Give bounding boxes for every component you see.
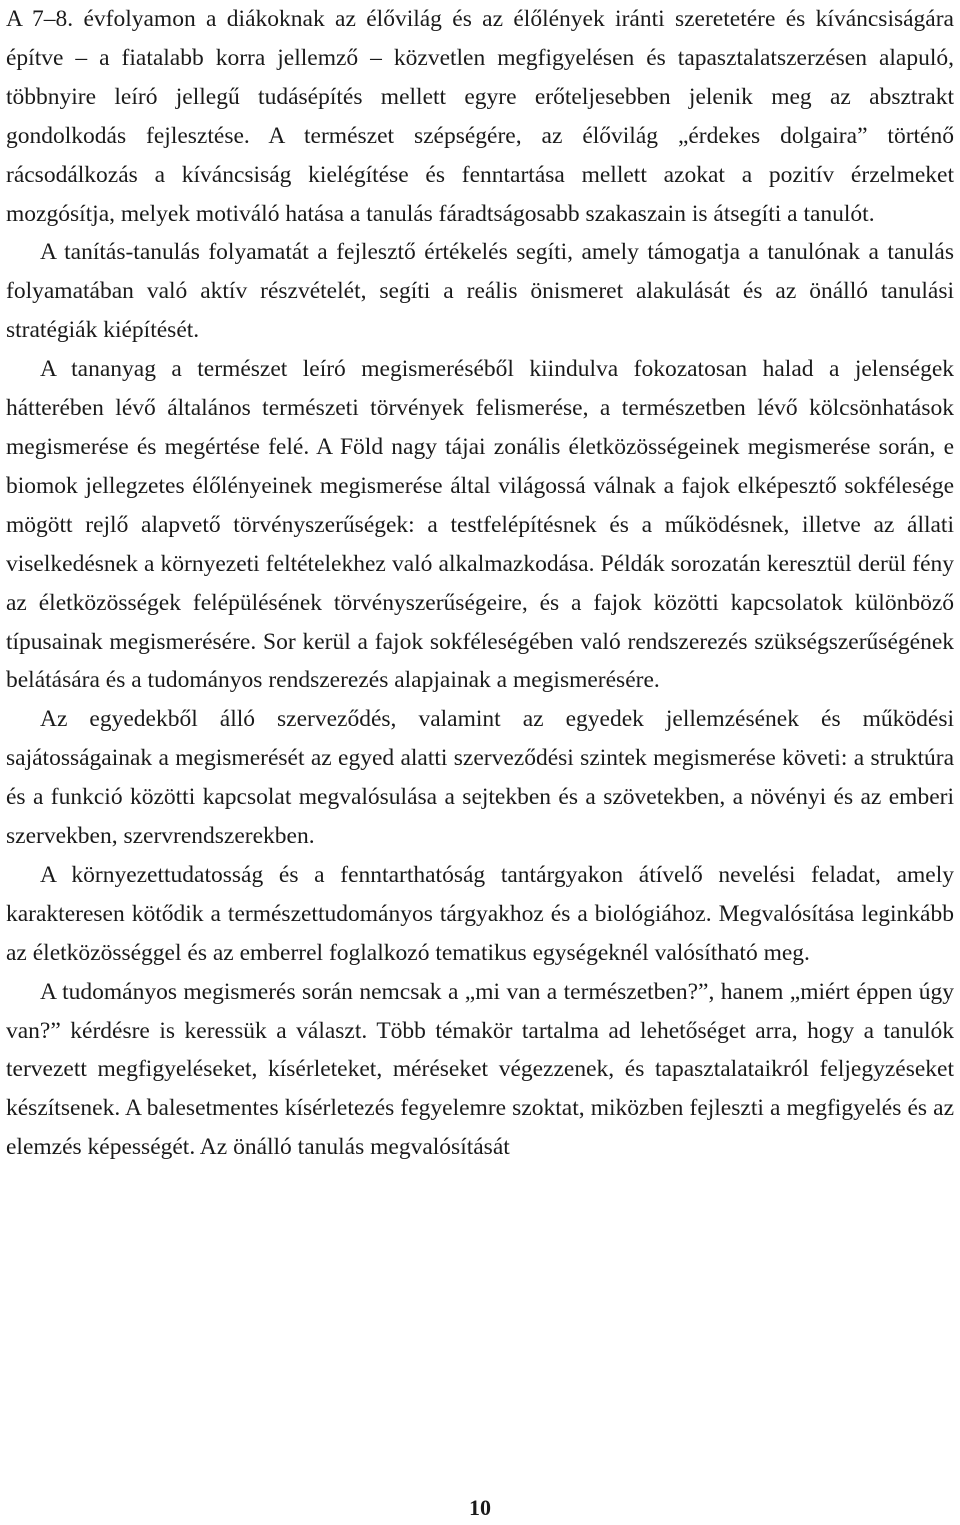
document-body [6,0,954,1167]
paragraph-sustainability: A környezettudatosság és a fenntarthatóság tantárgyakon átívelő nevelési feladat, amely karakteresen kötődik a természettudományos tárgyakhoz és a biológiához. Megvalósítása leginkább az életközösséggel és az emberrel foglalkozó tematikus egységeknél valósítható meg. [6,861,954,966]
paragraph-intro: A 7–8. évfolyamon a diákoknak az élővilág és az élőlények iránti szeretetére és kíváncsiságára építve – a fiatalabb korra jellemző – közvetlen megfigyelésen és tapasztalatszerzésen alapuló, többnyire leíró jellegű tudásépítés mellett egyre erőteljesebben jelenik meg az absztrakt gondolkodás fejlesztése. A természet szépségére, az élővilág „érdekes dolgaira” történő rácsodálkozás a kíváncsiság kielégítése és fenntartása mellett azokat a pozitív érzelmeket mozgósítja, melyek motiváló hatása a tanulás fáradtságosabb szakaszain is átsegíti a tanulót. [6,6,954,227]
paragraph-curriculum: A tananyag a természet leíró megismeréséből kiindulva fokozatosan halad a jelenségek hátterében lévő általános természeti törvények felismerése, a természetben lévő kölcsönhatások megismerése és megértése felé. A Föld nagy tájai zonális életközösségeinek megismerése során, e biomok jellegzetes élőlényeinek megismerése által világossá válnak a fajok elképesztő sokfélesége mögött rejlő alapvető törvényszerűségek: a testfelépítésnek és a működésnek, illetve az állati viselkedésnek a környezeti feltételekhez való alkalmazkodása. Példák sorozatán keresztül derül fény az életközösségek felépülésének törvényszerűségeire, és a fajok közötti kapcsolatok különböző típusainak megismerésére. Sor kerül a fajok sokféleségében való rendszerezés szükségszerűségének belátására és a tudományos rendszerezés alapjainak a megismerésére. [6,356,954,694]
paragraph-organization-levels: Az egyedekből álló szerveződés, valamint az egyedek jellemzésének és működési sajátosságainak a megismerését az egyed alatti szerveződési szintek megismerése követi: a struktúra és a funkció közötti kapcsolat megvalósulása a sejtekben és a szövetekben, a növényi és az emberi szervekben, szervrendszerekben. [6,706,954,850]
page-number: 10 [469,1495,491,1520]
paragraph-assessment: A tanítás-tanulás folyamatát a fejlesztő értékelés segíti, amely támogatja a tanulónak a tanulás folyamatában való aktív részvételét, segíti a reális önismeret alakulását és az önálló tanulási stratégiák kiépítését. [6,239,954,344]
paragraph-scientific-inquiry: A tudományos megismerés során nemcsak a „mi van a természetben?”, hanem „miért éppen úgy van?” kérdésre is keressük a választ. Több témakör tartalma ad lehetőséget arra, hogy a tanulók tervezett megfigyeléseket, kísérleteket, méréseket végezzenek, és tapasztalataikról feljegyzéseket készítsenek. A balesetmentes kísérletezés fegyelemre szoktat, miközben fejleszti a megfigyelés és az elemzés képességét. Az önálló tanulás megvalósítását [6,978,954,1161]
